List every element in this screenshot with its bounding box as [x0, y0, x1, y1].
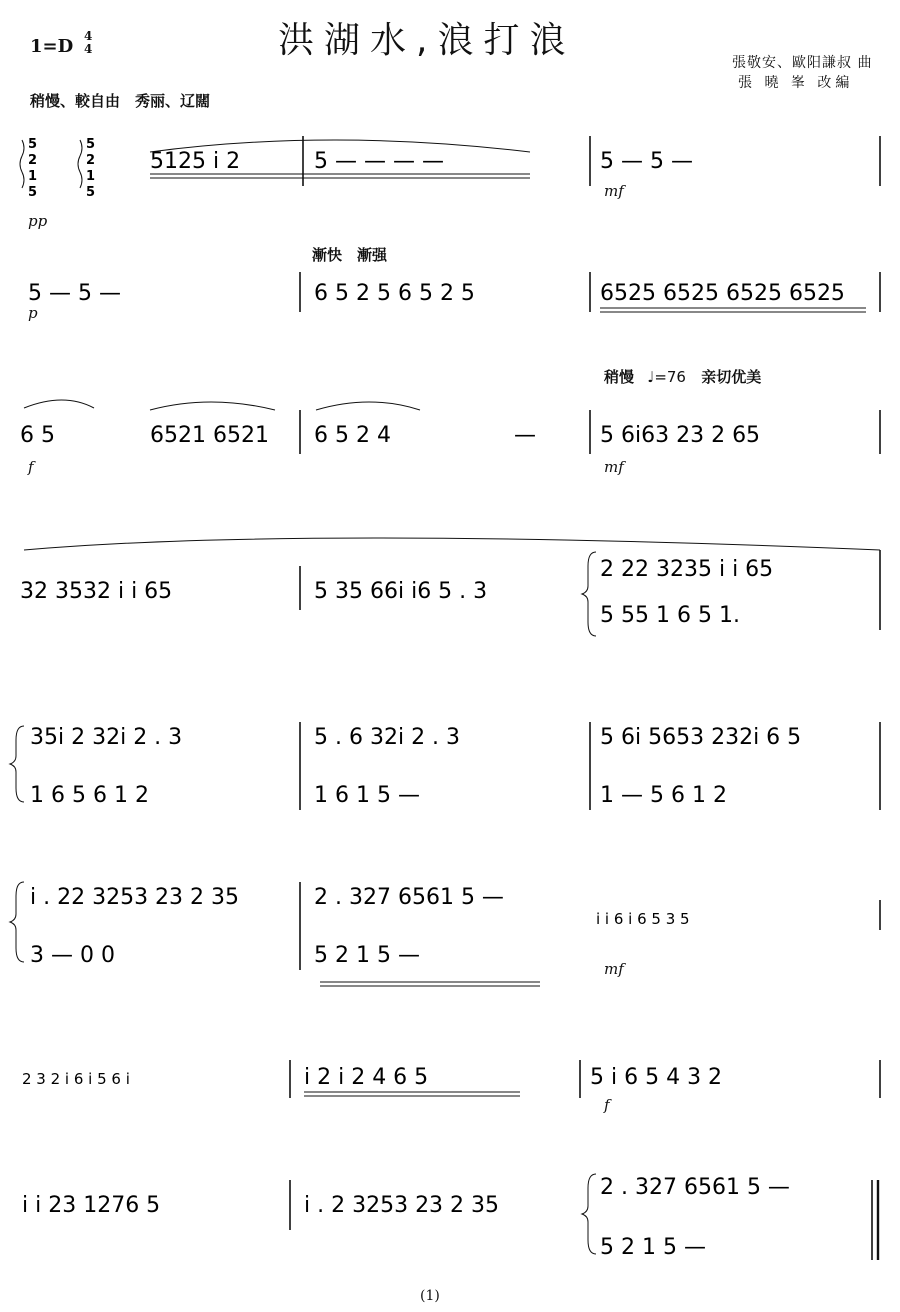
dynamic-f: f: [28, 458, 34, 476]
score-title: 洪湖水,浪打浪: [278, 20, 576, 61]
measure-24-lower: 5 2 1 5 —: [600, 1235, 706, 1260]
svg-text:2: 2: [28, 153, 38, 168]
tempo-marking-accel: 漸快 漸强: [312, 246, 388, 264]
measure-17-upper: 2 . 327 6561 5 —: [314, 885, 504, 910]
measure-15-upper: 5 6i 5653 232i 6 5: [600, 725, 802, 750]
svg-text:5: 5: [86, 185, 96, 200]
svg-text:1: 1: [28, 169, 38, 184]
staff-system-5: [0, 700, 900, 820]
dynamic-mf: mf: [604, 182, 624, 200]
measure-21: 5 i 6 5 4 3 2: [590, 1065, 723, 1090]
tempo-marking-intro: 稍慢、較自由 秀丽、辽闊: [30, 92, 211, 110]
measure-24-upper: 2 . 327 6561 5 —: [600, 1175, 790, 1200]
measure-12-upper: 2 22 3235 i i 65: [600, 557, 774, 582]
measure-3: 5 — 5 —: [600, 149, 693, 174]
svg-text:5: 5: [28, 137, 38, 152]
measure-19: 2 3 2 i 6 i 5 6 i: [22, 1070, 130, 1088]
measure-14-upper: 5 . 6 32i 2 . 3: [314, 725, 461, 750]
measure-7: 6 5: [20, 423, 55, 448]
measure-6: 6525 6525 6525 6525: [600, 281, 845, 306]
measure-4: 5 — 5 —: [28, 281, 121, 306]
measure-22: i i 23 1276 5: [22, 1193, 161, 1218]
measure-17-lower: 5 2 1 5 —: [314, 943, 420, 968]
svg-text:2: 2: [86, 153, 96, 168]
staff-system-4: [0, 530, 900, 650]
staff-system-3: [0, 390, 900, 480]
measure-13-upper: 35i 2 32i 2 . 3: [30, 725, 183, 750]
staff-system-8: [0, 1150, 900, 1280]
staff-system-1: [0, 110, 900, 220]
staff-system-7: [0, 1020, 900, 1120]
measure-2: 5 — — — —: [314, 149, 444, 174]
svg-text:5: 5: [28, 185, 38, 200]
measure-7b: 6521 6521: [150, 423, 269, 448]
measure-14-lower: 1 6 1 5 —: [314, 783, 420, 808]
measure-16-lower: 3 — 0 0: [30, 943, 115, 968]
measure-18: i i 6 i 6 5 3 5: [596, 910, 690, 928]
dynamic-pp: pp: [28, 212, 48, 230]
dynamic-mf: mf: [604, 960, 624, 978]
measure-8b: —: [514, 423, 536, 448]
page-number: (1): [420, 1288, 440, 1304]
measure-1: 5125 i 2: [150, 149, 241, 174]
dynamic-f: f: [604, 1096, 610, 1114]
key-signature: 1=D: [30, 36, 74, 57]
arranger-credit: 張 曉 峯 改編: [738, 75, 854, 91]
measure-15-lower: 1 — 5 6 1 2: [600, 783, 727, 808]
svg-text:1: 1: [86, 169, 96, 184]
time-signature: 4 4: [84, 29, 93, 56]
measure-11: 5 35 66i i6 5 . 3: [314, 579, 488, 604]
measure-23: i . 2 3253 23 2 35: [304, 1193, 500, 1218]
measure-8: 6 5 2 4: [314, 423, 391, 448]
measure-10: 32 3532 i i 65: [20, 579, 173, 604]
measure-5: 6 5 2 5 6 5 2 5: [314, 281, 475, 306]
svg-text:5: 5: [86, 137, 96, 152]
dynamic-mf: mf: [604, 458, 624, 476]
staff-system-2: [0, 250, 900, 330]
tempo-marking-main: 稍慢 ♩=76 亲切优美: [604, 368, 762, 386]
staff-system-6: [0, 860, 900, 990]
dynamic-p: p: [28, 304, 38, 322]
measure-13-lower: 1 6 5 6 1 2: [30, 783, 149, 808]
measure-9: 5 6i63 23 2 65: [600, 423, 761, 448]
measure-12-lower: 5 55 1 6 5 1.: [600, 603, 740, 628]
composer-credit: 張敬安、歐阳謙叔 曲: [732, 55, 873, 71]
measure-16-upper: i . 22 3253 23 2 35: [30, 885, 240, 910]
measure-20: i 2 i 2 4 6 5: [304, 1065, 429, 1090]
